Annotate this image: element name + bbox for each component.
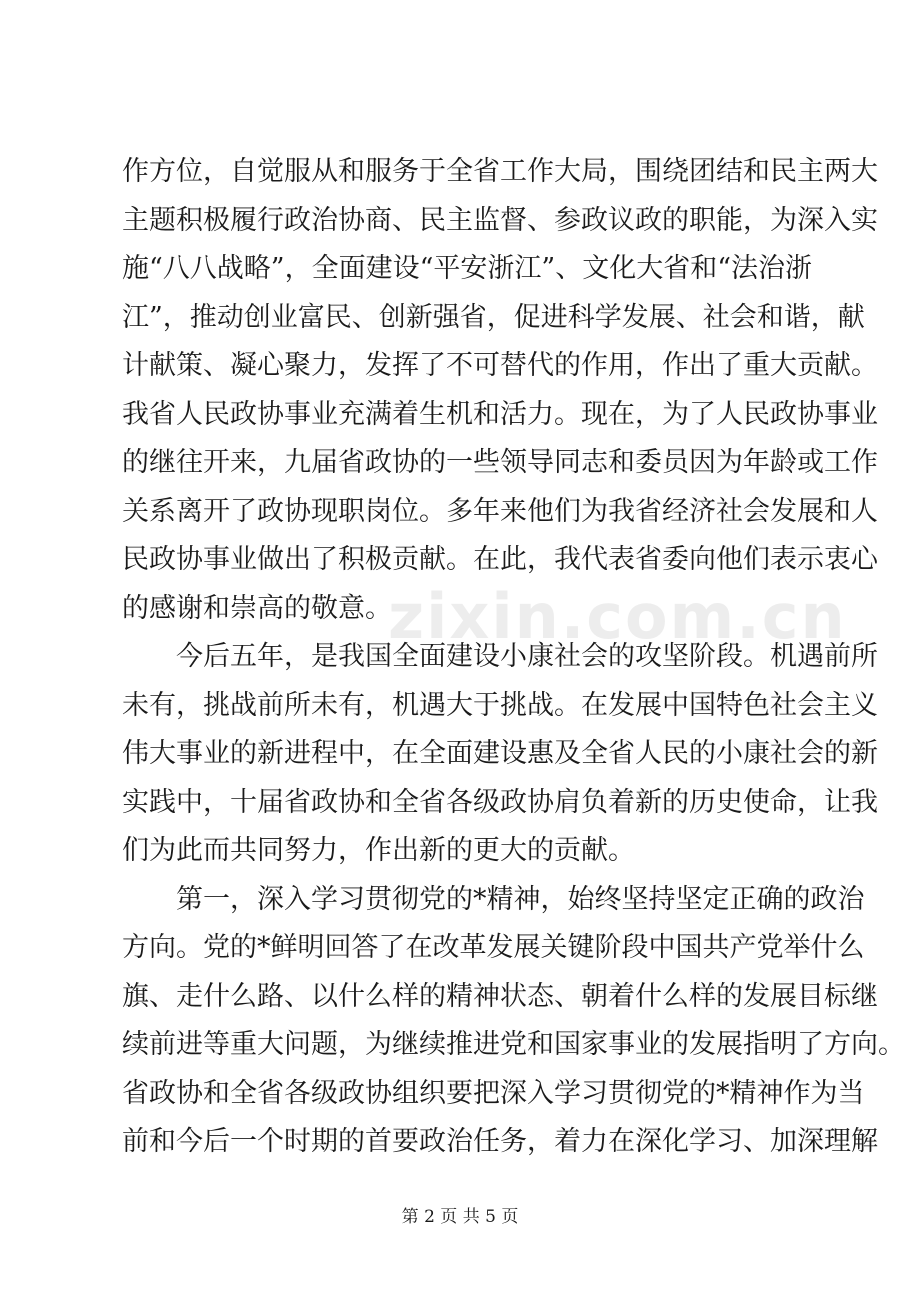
text-line: 的感谢和崇高的敬意。: [122, 592, 392, 624]
text-line: 旗、走什么路、以什么样的精神状态、朝着什么样的发展目标继: [122, 980, 878, 1012]
text-line: 民政协事业做出了积极贡献。在此，我代表省委向他们表示衷心: [122, 544, 878, 575]
text-line: 实践中，十届省政协和全省各级政协肩负着新的历史使命，让我: [122, 786, 878, 818]
text-line: 主题积极履行政治协商、民主监督、参政议政的职能，为深入实: [122, 204, 878, 236]
document-body: [122, 148, 905, 1167]
text-line: 未有，挑战前所未有，机遇大于挑战。在发展中国特色社会主义: [122, 689, 878, 721]
text-line: 施“八八战略”，全面建设“平安浙江”、文化大省和“法治浙: [122, 253, 813, 284]
text-line: 江”，推动创业富民、创新强省，促进科学发展、社会和谐，献: [122, 301, 865, 333]
text-line: 作方位，自觉服从和服务于全省工作大局，围绕团结和民主两大: [122, 156, 878, 187]
text-line: 今后五年，是我国全面建设小康社会的攻坚阶段。机遇前所: [176, 641, 878, 672]
text-line: 我省人民政协事业充满着生机和活力。现在，为了人民政协事业: [122, 398, 878, 430]
text-line: 第一，深入学习贯彻党的*精神，始终坚持坚定正确的政治: [176, 883, 865, 915]
text-line: 伟大事业的新进程中，在全面建设惠及全省人民的小康社会的新: [122, 738, 878, 769]
text-line: 的继往开来，九届省政协的一些领导同志和委员因为年龄或工作: [122, 447, 878, 478]
page-footer: 第 2 页 共 5 页: [401, 1207, 519, 1227]
text-line: 方向。党的*鲜明回答了在改革发展关键阶段中国共产党举什么: [122, 932, 865, 963]
watermark: zixin.com.cn: [388, 580, 847, 653]
text-line: 续前进等重大问题，为继续推进党和国家事业的发展指明了方向。: [122, 1029, 905, 1060]
text-line: 前和今后一个时期的首要政治任务，着力在深化学习、加深理解: [122, 1126, 878, 1157]
text-line: 们为此而共同努力，作出新的更大的贡献。: [122, 835, 635, 866]
text-line: 省政协和全省各级政协组织要把深入学习贯彻党的*精神作为当: [122, 1077, 865, 1109]
text-line: 计献策、凝心聚力，发挥了不可替代的作用，作出了重大贡献。: [122, 350, 878, 381]
text-line: 关系离开了政协现职岗位。多年来他们为我省经济社会发展和人: [122, 495, 878, 527]
